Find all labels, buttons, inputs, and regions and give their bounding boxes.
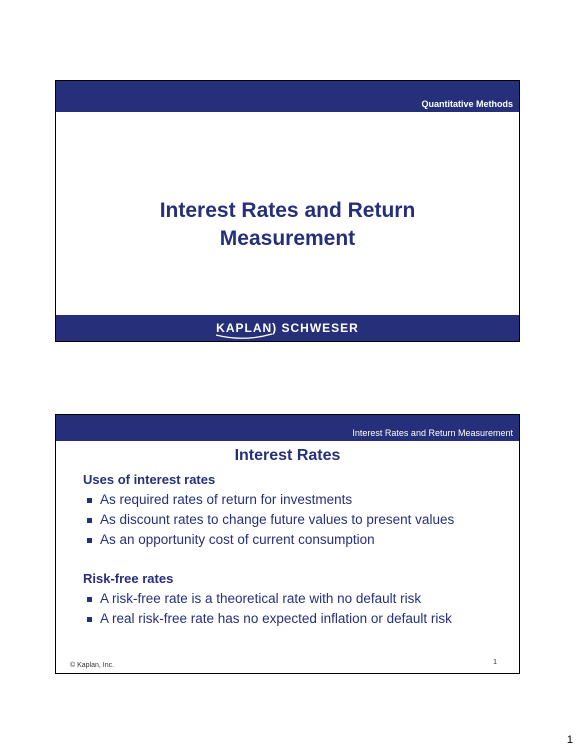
slide-title-line2: Measurement <box>219 227 356 250</box>
list-item: As discount rates to change future values to present values <box>86 510 454 530</box>
list-item: A risk-free rate is a theoretical rate with no default risk <box>86 589 452 609</box>
bullet-list-uses <box>86 490 454 550</box>
logo-swoosh-icon <box>214 333 274 341</box>
logo-text: KAPLAN) SCHWESER <box>216 321 359 335</box>
square-bullet-icon <box>87 617 92 622</box>
slide-header-label: Quantitative Methods <box>421 99 513 109</box>
list-item: As an opportunity cost of current consumption <box>86 530 454 550</box>
square-bullet-icon <box>87 498 92 503</box>
slide-heading: Interest Rates <box>234 447 341 464</box>
slide-title <box>56 197 519 253</box>
slide-header-band <box>56 415 519 441</box>
title-slide <box>55 80 520 342</box>
section-title-risk-free: Risk-free rates <box>83 571 174 586</box>
bullet-list-risk-free <box>86 589 452 629</box>
kaplan-schweser-logo <box>56 319 519 339</box>
square-bullet-icon <box>87 597 92 602</box>
list-item: As required rates of return for investments <box>86 490 454 510</box>
slide-title-line1: Interest Rates and Return <box>159 199 416 222</box>
slide-header-label: Interest Rates and Return Measurement <box>352 428 513 438</box>
content-slide <box>55 414 520 674</box>
slide-header-band <box>56 81 519 112</box>
square-bullet-icon <box>87 518 92 523</box>
slide-number: 1 <box>493 659 497 666</box>
page-number: 1 <box>566 734 573 746</box>
slide-footer-band <box>56 315 519 341</box>
copyright-notice: © Kaplan, Inc. <box>70 662 115 669</box>
square-bullet-icon <box>87 538 92 543</box>
section-title-uses: Uses of interest rates <box>83 472 216 487</box>
list-item: A real risk-free rate has no expected inflation or default risk <box>86 609 452 629</box>
